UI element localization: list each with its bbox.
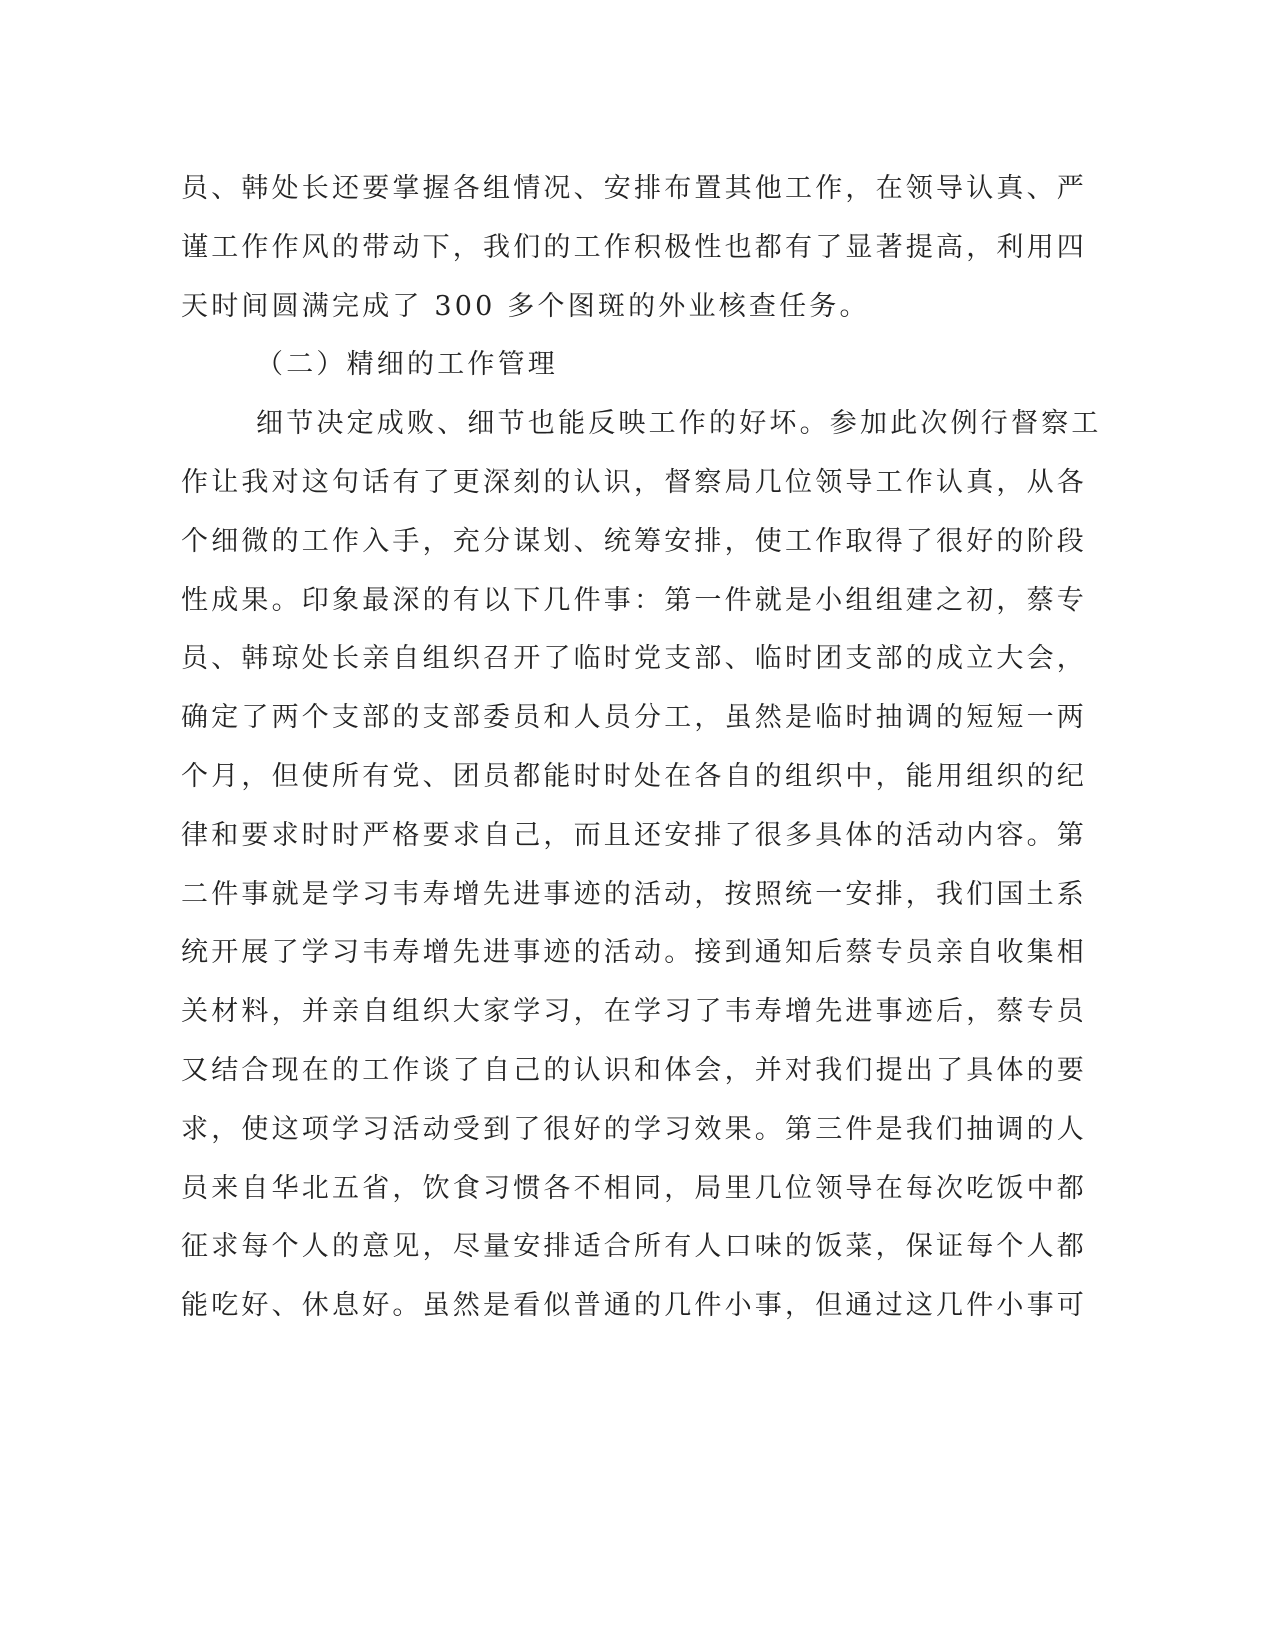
paragraph-first-line: 细节决定成败、细节也能反映工作的好坏。参加此次例行督察工 [256,408,1102,440]
text-line: 作让我对这句话有了更深刻的认识，督察局几位领导工作认真，从各 [181,466,1087,498]
text-line: 谨工作作风的带动下，我们的工作积极性也都有了显著提高，利用四 [181,231,1087,263]
body-text [181,160,1102,1336]
text-line: 性成果。印象最深的有以下几件事：第一件就是小组组建之初，蔡专 [181,584,1087,616]
text-line: 员、韩处长还要掌握各组情况、安排布置其他工作，在领导认真、严 [181,173,1087,204]
text-line: 确定了两个支部的支部委员和人员分工，虽然是临时抽调的短短一两 [181,702,1087,734]
section-heading: （二）精细的工作管理 [256,349,558,381]
text-line: 征求每个人的意见，尽量安排适合所有人口味的饭菜，保证每个人都 [181,1231,1087,1263]
text-line: 能吃好、休息好。虽然是看似普通的几件小事，但通过这几件小事可 [181,1290,1087,1322]
text-line: 天时间圆满完成了 300 多个图斑的外业核查任务。 [181,290,870,322]
text-line: 关材料，并亲自组织大家学习，在学习了韦寿增先进事迹后，蔡专员 [181,996,1087,1028]
text-line: 二件事就是学习韦寿增先进事迹的活动，按照统一安排，我们国土系 [181,878,1087,910]
text-line: 求，使这项学习活动受到了很好的学习效果。第三件是我们抽调的人 [181,1113,1087,1145]
text-line: 统开展了学习韦寿增先进事迹的活动。接到通知后蔡专员亲自收集相 [181,937,1087,969]
text-line: 个月，但使所有党、团员都能时时处在各自的组织中，能用组织的纪 [181,760,1087,792]
text-line: 员、韩琼处长亲自组织召开了临时党支部、临时团支部的成立大会， [181,643,1087,675]
text-line: 律和要求时时严格要求自己，而且还安排了很多具体的活动内容。第 [181,819,1087,851]
text-line: 个细微的工作入手，充分谋划、统筹安排，使工作取得了很好的阶段 [181,525,1087,557]
text-line: 又结合现在的工作谈了自己的认识和体会，并对我们提出了具体的要 [181,1054,1087,1086]
text-line: 员来自华北五省，饮食习惯各不相同，局里几位领导在每次吃饭中都 [181,1172,1087,1204]
